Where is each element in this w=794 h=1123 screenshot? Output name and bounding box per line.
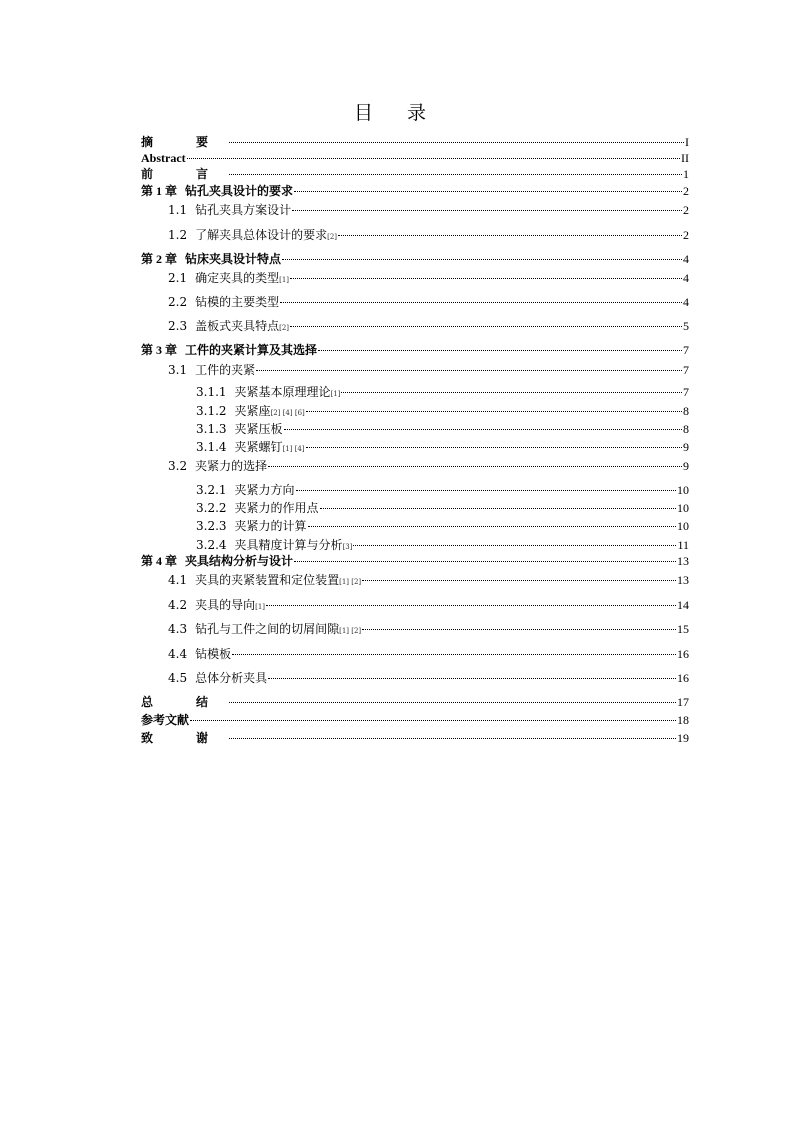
toc-page-number: 5	[683, 319, 689, 333]
toc-entry-title: 工件的夹紧	[195, 363, 256, 377]
toc-entry-title: 总体分析夹具	[195, 671, 268, 685]
toc-entry-number: 3.1.2	[196, 404, 227, 418]
toc-entry-number: 第 3 章	[141, 343, 178, 357]
toc-entry[interactable]	[168, 362, 689, 378]
dot-leader	[232, 654, 676, 655]
toc-entry-title: 夹紧力的作用点	[234, 501, 319, 515]
toc-entry[interactable]	[168, 646, 689, 662]
toc-entry-number: 3.2.2	[196, 501, 227, 515]
toc-entry-title: 钻模的主要类型	[195, 295, 280, 309]
dot-leader	[306, 447, 682, 448]
toc-page-number: 13	[677, 573, 689, 587]
toc-entry[interactable]	[196, 421, 689, 437]
toc-entry[interactable]	[168, 458, 689, 474]
toc-page-number: 11	[677, 538, 689, 552]
toc-entry[interactable]: 3.1.4 夹紧螺钉 [1] [4] 9	[196, 440, 689, 454]
toc-page-number: 10	[677, 519, 689, 533]
toc-page-number: 16	[677, 647, 689, 661]
toc-page-number: 18	[677, 713, 689, 727]
toc-entry-number: 3.1	[168, 363, 188, 377]
page-title: 目 录	[353, 102, 441, 124]
toc-entry-number: 第 1 章	[141, 184, 178, 198]
toc-entry-number: 4.1	[168, 573, 188, 587]
dot-leader	[282, 259, 682, 260]
toc-page-number: 4	[683, 252, 689, 266]
toc-entry[interactable]	[196, 500, 689, 516]
toc-entry[interactable]: 2.1 确定夹具的类型 [1] 4	[168, 271, 689, 285]
toc-entry-title: 了解夹具总体设计的要求	[195, 228, 328, 242]
dot-leader	[306, 411, 682, 412]
toc-page-number: 7	[683, 385, 689, 399]
toc-entry-title: 钻模板	[195, 647, 232, 661]
toc-entry-number: 3.2.4	[196, 538, 227, 552]
dot-leader	[256, 370, 682, 371]
toc-page-number: 19	[677, 731, 689, 745]
toc-entry[interactable]: 4.2 夹具的导向 [1] 14	[168, 598, 689, 612]
dot-leader	[338, 235, 682, 236]
toc-entry[interactable]	[168, 670, 689, 686]
toc-entry-number: 3.2.1	[196, 483, 227, 497]
toc-page-number: 1	[683, 167, 689, 181]
toc-page-number: 14	[677, 598, 689, 612]
toc-entry-title: 夹具的导向	[195, 598, 256, 612]
toc-page-number: 13	[677, 554, 689, 568]
toc-entry-title: 夹紧基本原理理论	[234, 385, 331, 399]
dot-leader	[341, 392, 682, 393]
dot-leader	[268, 466, 682, 467]
toc-page-number: 7	[683, 363, 689, 377]
dot-leader	[290, 278, 682, 279]
dot-leader	[229, 702, 676, 703]
toc-entry[interactable]	[141, 166, 689, 182]
toc-entry[interactable]	[141, 342, 689, 358]
toc-page-number: 10	[677, 483, 689, 497]
toc-entry-title: 钻孔夹具设计的要求	[185, 184, 294, 198]
toc-entry-number: 第 4 章	[141, 554, 178, 568]
toc-entry-title: 前 言	[141, 167, 229, 181]
toc-entry-number: 3.1.3	[196, 422, 227, 436]
toc-entry-number: 2.3	[168, 319, 188, 333]
toc-entry-number: 3.1.1	[196, 385, 227, 399]
toc-page-number: 9	[683, 440, 689, 454]
toc-entry-number: 第 2 章	[141, 252, 178, 266]
toc-entry-title: 夹紧座	[234, 404, 271, 418]
toc-entry-number: 4.2	[168, 598, 188, 612]
toc-entry[interactable]	[196, 518, 689, 534]
dot-leader	[229, 174, 682, 175]
toc-entry-title: Abstract	[141, 151, 186, 165]
toc-entry-title: 夹具精度计算与分析	[234, 538, 343, 552]
toc-page-number: 17	[677, 695, 689, 709]
toc-entry-number: 4.3	[168, 622, 188, 636]
toc-entry-number: 3.2	[168, 459, 188, 473]
dot-leader	[187, 158, 680, 159]
toc-entry-title: 总 结	[141, 695, 229, 709]
dot-leader	[190, 720, 676, 721]
toc-entry[interactable]	[141, 553, 689, 569]
dot-leader	[296, 490, 676, 491]
toc-entry[interactable]: 4.3 钻孔与工件之间的切屑间隙 [1] [2] 15	[168, 622, 689, 636]
toc-entry-number: 1.2	[168, 228, 188, 242]
toc-entry-title: 夹具结构分析与设计	[185, 554, 294, 568]
toc-entry-number: 3.2.3	[196, 519, 227, 533]
toc-entry-title: 致 谢	[141, 731, 229, 745]
toc-entry[interactable]	[196, 482, 689, 498]
toc-entry-title: 参考文献	[141, 713, 190, 727]
toc-page-number: 8	[683, 422, 689, 436]
dot-leader	[320, 508, 676, 509]
dot-leader	[280, 302, 682, 303]
toc-page-number: I	[685, 135, 689, 149]
toc-entry[interactable]	[168, 202, 689, 218]
dot-leader	[294, 191, 682, 192]
toc-page-number: 15	[677, 622, 689, 636]
toc-page-number: 2	[683, 228, 689, 242]
dot-leader	[266, 605, 676, 606]
toc-entry[interactable]	[141, 730, 689, 746]
dot-leader	[294, 561, 676, 562]
dot-leader	[229, 738, 676, 739]
dot-leader	[362, 580, 676, 581]
toc-entry-number: 2.2	[168, 295, 188, 309]
dot-leader	[229, 142, 684, 143]
toc-entry[interactable]	[168, 294, 689, 310]
dot-leader	[362, 629, 676, 630]
toc-entry[interactable]: 3.2.4 夹具精度计算与分析 [3] 11	[196, 538, 689, 552]
toc-entry[interactable]: 4.1 夹具的夹紧装置和定位装置 [1] [2] 13	[168, 573, 689, 587]
toc-entry-number: 4.4	[168, 647, 188, 661]
toc-entry-title: 确定夹具的类型	[195, 271, 280, 285]
dot-leader	[292, 210, 682, 211]
toc-entry[interactable]: 2.3 盖板式夹具特点 [2] 5	[168, 319, 689, 333]
toc-entry-number: 2.1	[168, 271, 188, 285]
toc-page-number: 2	[683, 203, 689, 217]
dot-leader	[308, 526, 676, 527]
toc-entry-title: 摘 要	[141, 135, 229, 149]
toc-entry-title: 夹具的夹紧装置和定位装置	[195, 573, 340, 587]
toc-entry[interactable]	[141, 251, 689, 267]
toc-entry-title: 钻孔与工件之间的切屑间隙	[195, 622, 340, 636]
dot-leader	[353, 545, 676, 546]
dot-leader	[290, 326, 682, 327]
toc-entry[interactable]	[141, 712, 689, 728]
dot-leader	[268, 678, 676, 679]
toc-entry[interactable]	[141, 150, 689, 166]
toc-entry-title: 夹紧力的选择	[195, 459, 268, 473]
toc-page-number: 16	[677, 671, 689, 685]
toc-entry-title: 夹紧力的计算	[234, 519, 307, 533]
toc-page-number: 10	[677, 501, 689, 515]
toc-entry[interactable]	[141, 134, 689, 150]
toc-entry-title: 钻孔夹具方案设计	[195, 203, 292, 217]
toc-entry[interactable]	[141, 694, 689, 710]
toc-page-number: 4	[683, 295, 689, 309]
dot-leader	[284, 429, 682, 430]
toc-entry[interactable]: 3.1.1 夹紧基本原理理论 [1] 7	[196, 385, 689, 399]
toc-entry-title: 夹紧螺钉	[234, 440, 283, 454]
toc-entry-number: 3.1.4	[196, 440, 227, 454]
toc-entry[interactable]	[141, 183, 689, 199]
toc-page-number: 9	[683, 459, 689, 473]
toc-page-number: 4	[683, 271, 689, 285]
toc-page-number: 2	[683, 184, 689, 198]
toc-page-number: 7	[683, 343, 689, 357]
toc-page-number: 8	[683, 404, 689, 418]
toc-entry-title: 夹紧力方向	[234, 483, 295, 497]
dot-leader	[318, 350, 682, 351]
toc-entry-title: 夹紧压板	[234, 422, 283, 436]
toc-entry-title: 盖板式夹具特点	[195, 319, 280, 333]
toc-entry[interactable]: 1.2 了解夹具总体设计的要求 [2] 2	[168, 228, 689, 242]
toc-entry[interactable]: 3.1.2 夹紧座 [2] [4] [6] 8	[196, 404, 689, 418]
toc-page-number: II	[681, 151, 689, 165]
toc-entry-number: 4.5	[168, 671, 188, 685]
toc-entry-number: 1.1	[168, 203, 188, 217]
toc-entry-title: 工件的夹紧计算及其选择	[185, 343, 318, 357]
toc-entry-title: 钻床夹具设计特点	[185, 252, 282, 266]
